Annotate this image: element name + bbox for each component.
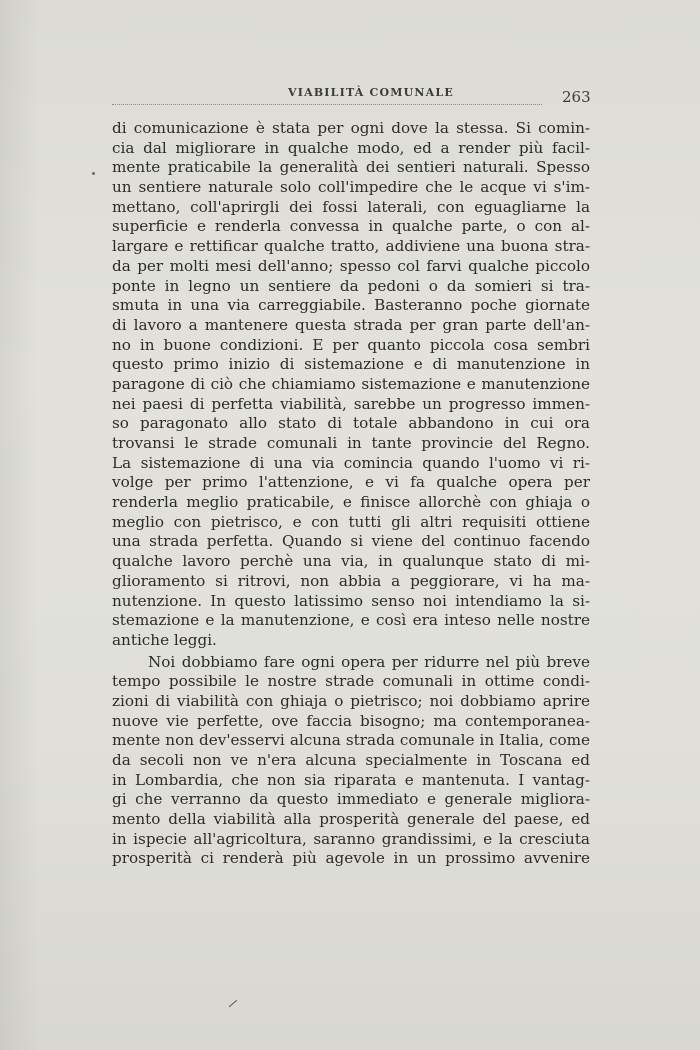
text-line: volge per primo l'attenzione, e vi fa qualche opera per [112, 473, 590, 492]
text-line: largare e rettificar qualche tratto, addiviene una buona stra- [112, 237, 590, 256]
margin-mark [92, 172, 95, 175]
paragraph-2 [112, 653, 590, 870]
text-line: nuove vie perfette, ove faccia bisogno; ma contemporanea- [112, 711, 590, 730]
text-line: mettano, coll'aprirgli dei fossi laterali, con eguagliarne la [112, 197, 590, 216]
header-rule [112, 104, 542, 105]
text-line: da secoli non ve n'era alcuna specialmente in Toscana ed [112, 751, 590, 769]
text-line: superficie e renderla convessa in qualche parte, o con al- [112, 217, 590, 236]
page-number: 263 [562, 88, 591, 106]
text-line: da per molti mesi dell'anno; spesso col farvi qualche piccolo [112, 256, 590, 275]
text-line: paragone di ciò che chiamiamo sistemazione e manutenzione [112, 374, 590, 393]
text-line: di lavoro a mantenere questa strada per gran parte dell'an- [112, 315, 590, 334]
text-line: glioramento si ritrovi, non abbia a peggiorare, vi ha ma- [112, 571, 590, 590]
text-line: antiche leggi. [112, 630, 217, 649]
text-line: trovansi le strade comunali in tante provincie del Regno. [112, 434, 590, 452]
body-text [112, 119, 590, 869]
text-line: cia dal migliorare in qualche modo, ed a render più facil- [112, 138, 590, 157]
running-head-title: VIABILITÀ COMUNALE [288, 86, 454, 99]
text-line: renderla meglio praticabile, e finisce allorchè con ghiaja o [112, 493, 590, 512]
text-line: meglio con pietrisco, e con tutti gli altri requisiti ottiene [112, 512, 590, 531]
text-line: un sentiere naturale solo coll'impedire che le acque vi s'im- [112, 178, 590, 197]
text-line: in ispecie all'agricoltura, saranno grandissimi, e la cresciuta [112, 829, 590, 848]
text-line: smuta in una via carreggiabile. Basteranno poche giornate [112, 296, 590, 315]
text-line: so paragonato allo stato di totale abbandono in cui ora [112, 414, 590, 433]
text-line: Noi dobbiamo fare ogni opera per ridurre nel più breve [148, 652, 590, 671]
text-line: di comunicazione è stata per ogni dove la stessa. Si comin- [112, 119, 590, 137]
paragraph-1 [112, 119, 590, 651]
text-line: qualche lavoro perchè una via, in qualunque stato di mi- [112, 552, 590, 571]
text-line: in Lombardia, che non sia riparata e mantenuta. I vantag- [112, 770, 590, 789]
text-line: mente non dev'esservi alcuna strada comunale in Italia, come [112, 731, 590, 750]
text-line: nei paesi di perfetta viabilità, sarebbe un progresso immen- [112, 394, 590, 413]
text-line: La sistemazione di una via comincia quando l'uomo vi ri- [112, 453, 590, 472]
text-line: mento della viabilità alla prosperità generale del paese, ed [112, 810, 590, 829]
text-line: zioni di viabilità con ghiaja o pietrisco; noi dobbiamo aprire [112, 691, 590, 710]
pencil-mark [229, 1000, 237, 1007]
running-head [112, 84, 592, 108]
text-line: tempo possibile le nostre strade comunali in ottime condi- [112, 672, 590, 691]
text-line: prosperità ci renderà più agevole in un prossimo avvenire [112, 849, 590, 868]
text-line: no in buone condizioni. E per quanto piccola cosa sembri [112, 335, 590, 354]
text-line: ponte in legno un sentiere da pedoni o da somieri si tra- [112, 276, 590, 295]
text-line: una strada perfetta. Quando si viene del continuo facendo [112, 532, 590, 551]
text-line: questo primo inizio di sistemazione e di manutenzione in [112, 355, 590, 374]
text-line: nutenzione. In questo latissimo senso noi intendiamo la si- [112, 591, 590, 610]
text-line: stemazione e la manutenzione, e così era inteso nelle nostre [112, 611, 590, 630]
text-line: gi che verranno da questo immediato e generale migliora- [112, 790, 590, 809]
text-line: mente praticabile la generalità dei sentieri naturali. Spesso [112, 158, 590, 177]
